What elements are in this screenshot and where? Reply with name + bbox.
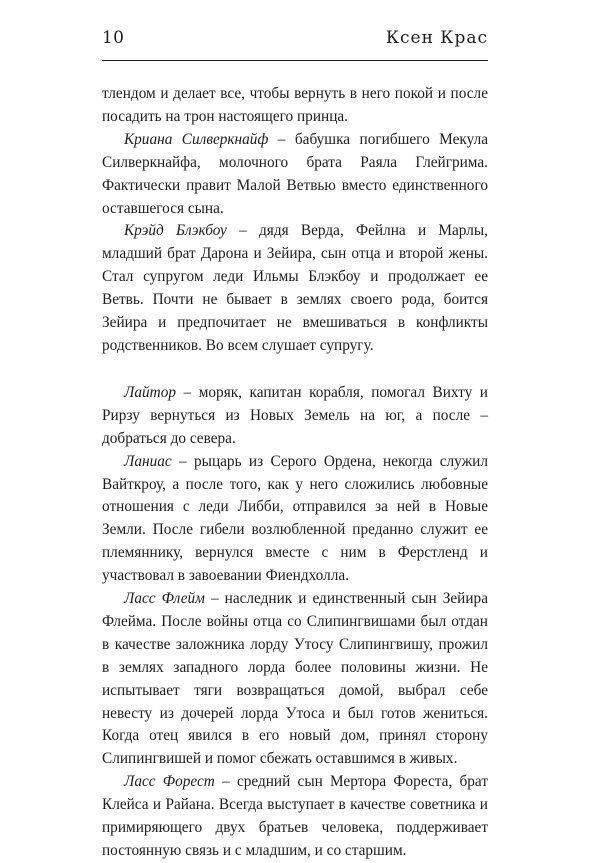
entry-kreid-blackbow — [102, 220, 488, 357]
entry-text: – бабушка погибшего Мекула Силверкнайфа, молочного брата Раяла Глейгрима. Фактически правит Малой Ветвью вместо единственного оставшегося сына. — [102, 130, 488, 217]
entry-laitor — [102, 382, 488, 451]
page-number: 10 — [102, 28, 125, 48]
entry-text: – моряк, капитан корабля, помогал Вихту и Рирзу вернуться из Новых Земель на юг, а после – добраться до севера. — [102, 383, 488, 447]
header-divider — [102, 60, 488, 61]
entry-term: Крэйд Блэкбоу — [124, 222, 227, 240]
entry-text: – наследник и единственный сын Зейира Флейма. После войны отца со Слипингвишами был отдан в качестве заложника лорду Утосу Слипингвишу, прожил в землях западного лорда более половины жизни. Не испытывает тяги возвращаться домой, выбрал себе невесту из дочерей лорда Утоса и был готов жениться. Когда отец явился в его новый дом, принял сторону Слипингвишей и помог сбежать оставшимся в живых. — [102, 590, 488, 768]
running-title: Ксен Крас — [385, 28, 488, 48]
entry-lanias — [102, 451, 488, 588]
entry-text: – рыцарь из Серого Ордена, некогда служил Вайткроу, а после того, как у него сложились любовные отношения с леди Либби, отправился за ней в Новые Земли. После гибели возлюбленной преданно служит ее племяннику, вернулся вместе с ним в Ферстленд и участвовал в завоевании Фиендхолла. — [102, 452, 488, 585]
entry-lass-flame — [102, 588, 488, 771]
entry-kriana-silverknife — [102, 129, 488, 221]
entry-term: Ласс Флейм — [124, 590, 205, 608]
paragraph-text: тлендом и делает все, чтобы вернуть в него покой и после посадить на трон настоящего принца. — [102, 85, 488, 125]
entry-text: – дядя Верда, Фейлна и Марлы, младший брат Дарона и Зейира, сын отца и второй жены. Стал супругом леди Ильмы Блэкбоу и продолжает ее Ветвь. Почти не бывает в землях своего рода, боится Зейира и предпочитает не вмешиваться в конфликты родственников. Во всем слушает супругу. — [102, 222, 488, 354]
entry-text: – средний сын Мертора Фореста, брат Клейса и Райана. Всегда выступает в качестве советника и примиряющего двух братьев человека, поддерживает постоянную связь и с младшим, и со старшим. — [102, 773, 488, 859]
paragraph-continuation — [102, 83, 488, 129]
entry-term: Криана Силверкнайф — [124, 130, 269, 148]
entry-term: Ланиас — [124, 452, 172, 470]
entry-lass-forest — [102, 771, 488, 863]
section-gap — [102, 358, 488, 382]
entry-term: Ласс Форест — [124, 773, 215, 791]
page-body — [102, 83, 488, 863]
entry-term: Лайтор — [124, 383, 177, 401]
